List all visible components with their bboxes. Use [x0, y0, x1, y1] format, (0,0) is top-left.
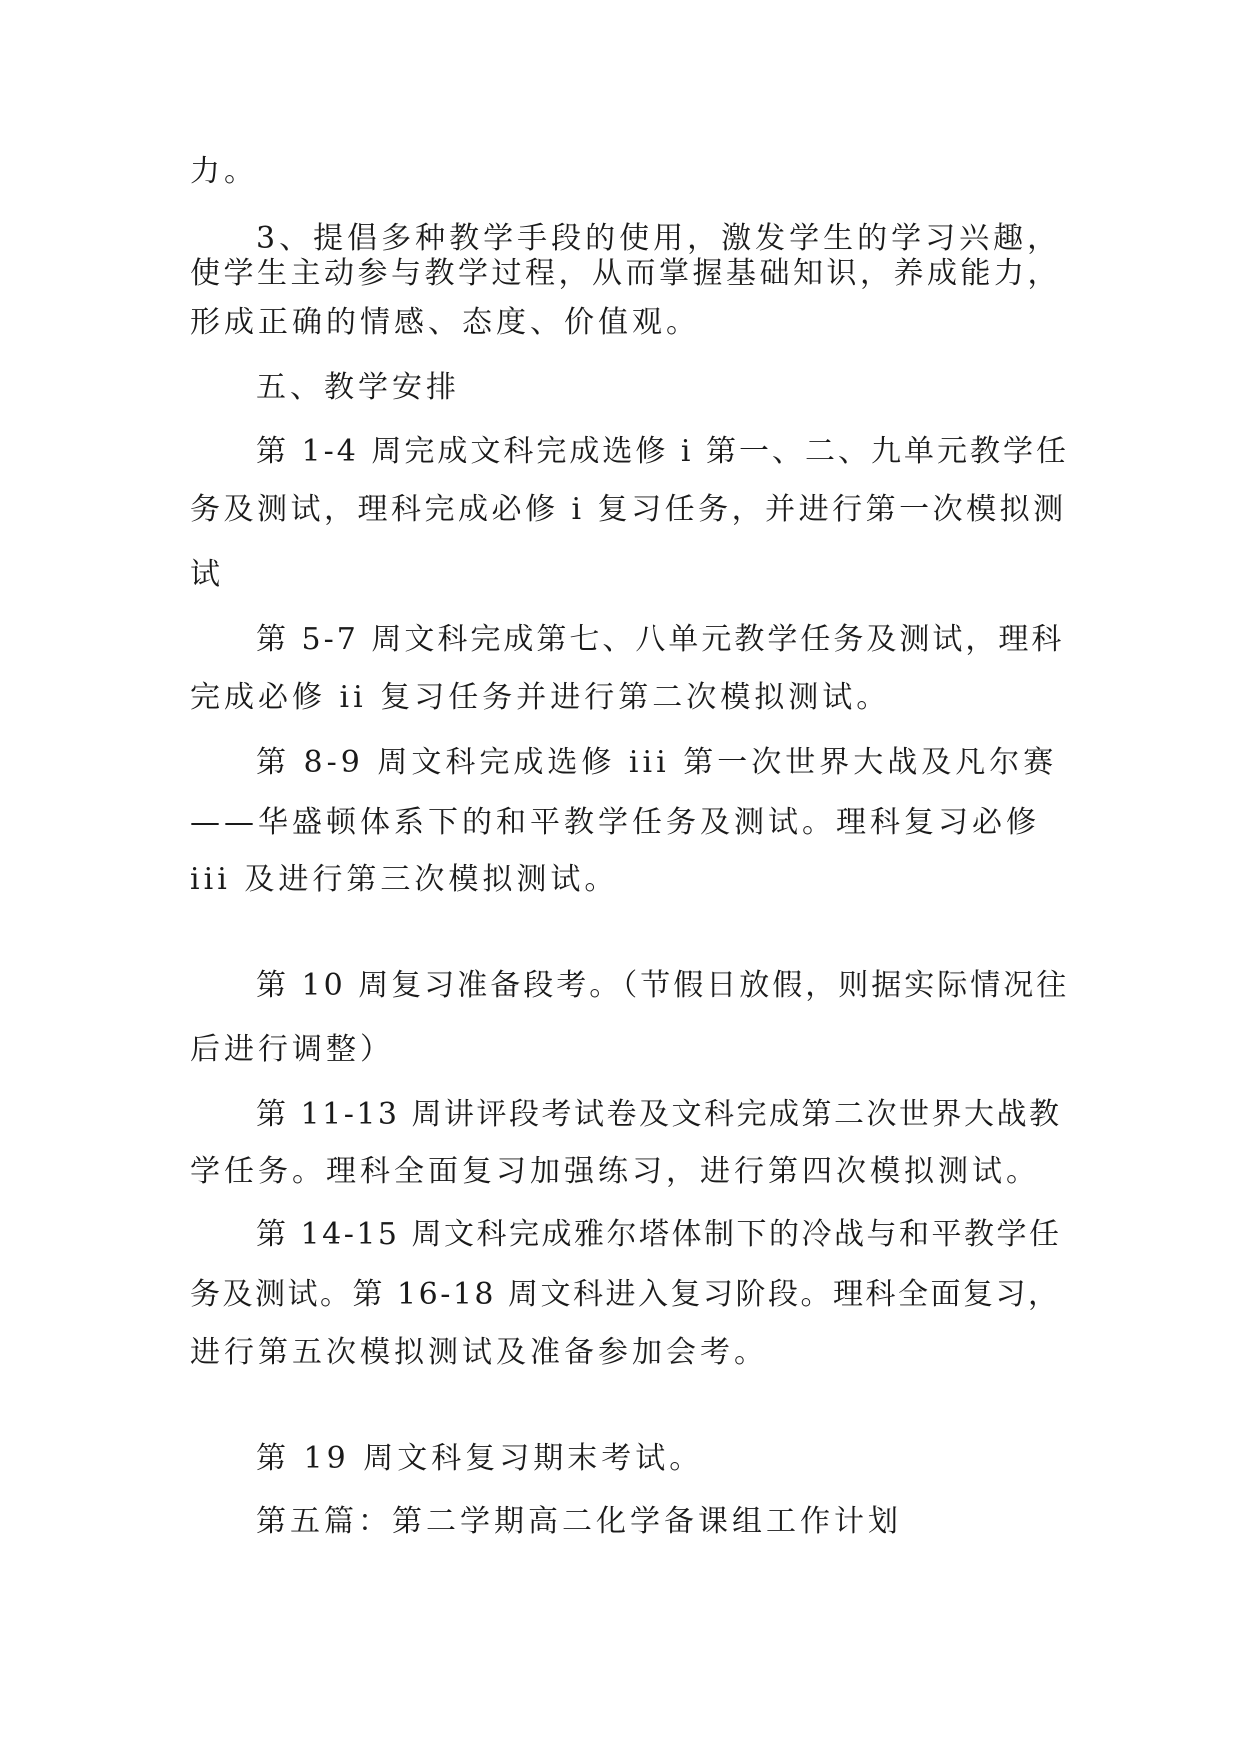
text-line: 3、提倡多种教学手段的使用，激发学生的学习兴趣， [256, 221, 1062, 256]
text-line: 进行第五次模拟测试及准备参加会考。 [190, 1335, 768, 1370]
text-line: 第 8-9 周文科完成选修 iii 第一次世界大战及凡尔赛 [256, 745, 1058, 780]
text-line: 第 1-4 周完成文科完成选修 i 第一、二、九单元教学任 [256, 434, 1070, 469]
text-line: iii 及进行第三次模拟测试。 [190, 862, 619, 897]
text-line: 形成正确的情感、态度、价值观。 [190, 305, 700, 340]
section-heading: 五、教学安排 [256, 370, 460, 405]
text-line: 使学生主动参与教学过程，从而掌握基础知识，养成能力， [190, 256, 1061, 291]
text-line: 后进行调整） [190, 1032, 394, 1067]
text-line: 试 [190, 557, 224, 592]
text-line: 第 10 周复习准备段考。（节假日放假，则据实际情况往 [256, 968, 1070, 1003]
text-line: 务及测试。第 16-18 周文科进入复习阶段。理科全面复习， [190, 1277, 1061, 1312]
text-line: 第 11-13 周讲评段考试卷及文科完成第二次世界大战教 [256, 1097, 1062, 1132]
text-line: 务及测试，理科完成必修 i 复习任务，并进行第一次模拟测 [190, 492, 1067, 527]
text-line: 力。 [190, 154, 258, 189]
text-line: 第 14-15 周文科完成雅尔塔体制下的冷战与和平教学任 [256, 1217, 1062, 1252]
text-line: 第 19 周文科复习期末考试。 [256, 1441, 704, 1476]
text-line: 学任务。理科全面复习加强练习，进行第四次模拟测试。 [190, 1154, 1040, 1189]
text-line: 完成必修 ii 复习任务并进行第二次模拟测试。 [190, 680, 891, 715]
text-line: 第 5-7 周文科完成第七、八单元教学任务及测试，理科 [256, 622, 1065, 657]
text-line: 第五篇：第二学期高二化学备课组工作计划 [256, 1504, 902, 1539]
text-line: ——华盛顿体系下的和平教学任务及测试。理科复习必修 [190, 805, 1040, 840]
